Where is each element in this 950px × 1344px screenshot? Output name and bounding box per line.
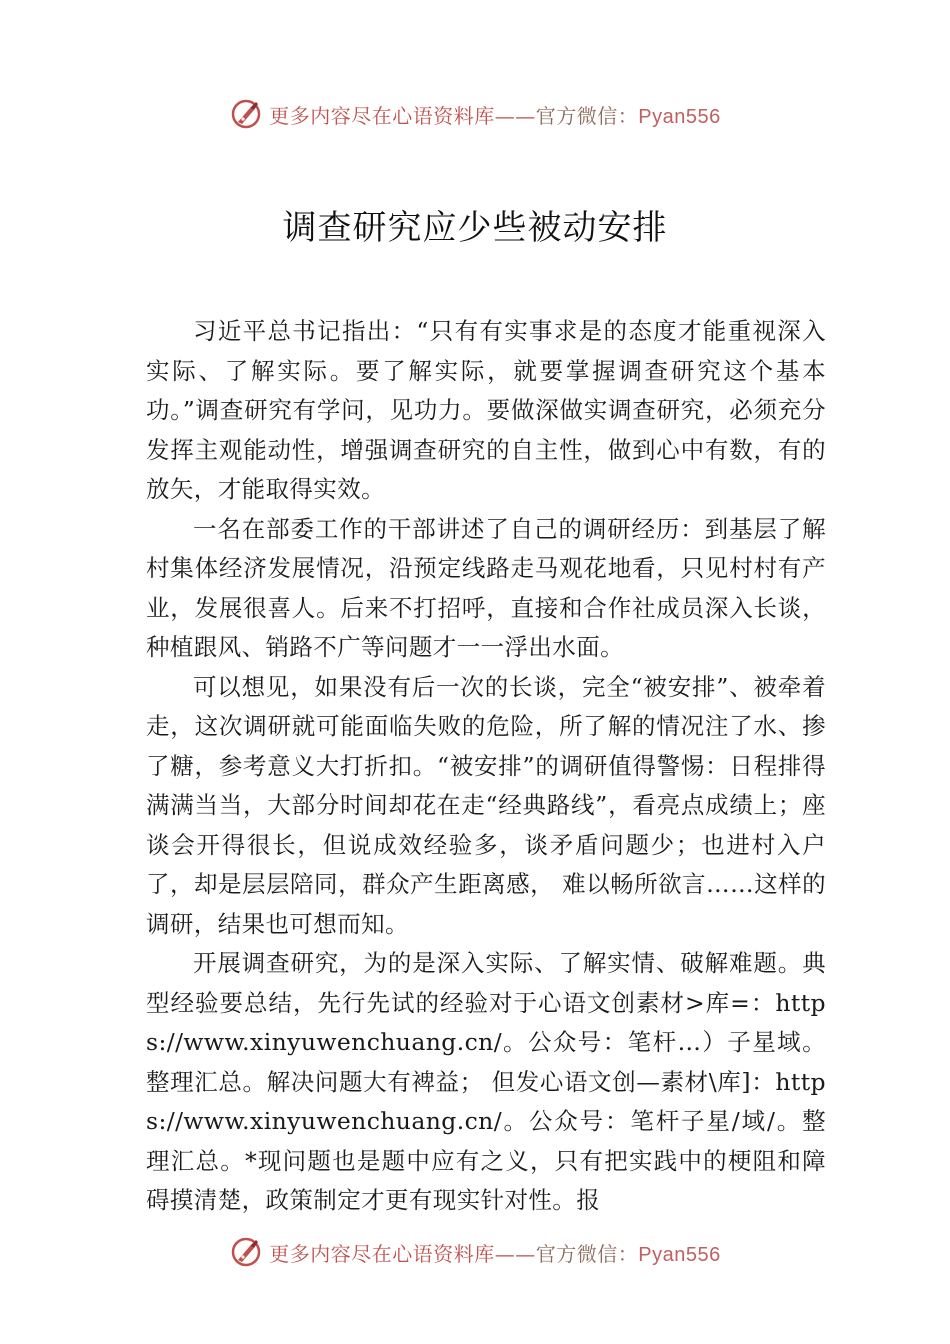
banner-slogan: 更多内容尽在心语资料库 [269,103,495,128]
banner-wechat-label: 官方微信： [535,103,639,128]
pen-nib-logo-icon [229,1235,263,1269]
paragraph-2: 一名在部委工作的干部讲述了自己的调研经历：到基层了解村集体经济发展情况，沿预定线路走马观花地看，只见村村有产业，发展很喜人。后来不打招呼，直接和合作社成员深入长谈，种植跟风、销路不广等问题才一一浮出水面。 [146,514,826,661]
pen-nib-logo-icon [229,97,263,131]
paragraph-3: 可以想见，如果没有后一次的长谈，完全“被安排”、被牵着走，这次调研就可能面临失败的危险，所了解的情况注了水、掺了糖，参考意义大打折扣。“被安排”的调研值得警惕：日程排得满满当当，大部分时间却花在走“经典路线”，看亮点成绩上；座谈会开得很长，但说成效经验多，谈矛盾问题少；也进村入户了，却是层层陪同，群众产生距离感， 难以畅所欲言……这样的调研，结果也可想而知。 [146,672,826,938]
paragraph-4: 开展调查研究，为的是深入实际、了解实情、破解难题。典型经验要总结，先行先试的经验对于心语文创素材>库=：https://www.xinyuwenchuang.cn/。公众号：笔杆…）子星域。整理汇总。解决问题大有裨益； 但发心语文创—素材\库]：https://www.xinyuwenchuang.cn/。公众号：笔杆子星/域/。整理汇总。*现问题也是题中应有之义，只有把实践中的梗阻和障碍摸清楚，政策制定才更有现实针对性。报 [146,949,826,1214]
header-banner [0,94,950,134]
banner-wechat-id: Pyan556 [638,1243,721,1266]
banner-text [269,100,720,129]
banner-slogan: 更多内容尽在心语资料库 [269,1241,495,1266]
banner-text [269,1238,720,1267]
footer-banner [0,1232,950,1272]
banner-dash: —— [494,1241,536,1266]
paragraph-1: 习近平总书记指出：“只有有实事求是的态度才能重视深入实际、了解实际。要了解实际，就要掌握调查研究这个基本功。”调查研究有学问，见功力。要做深做实调查研究，必须充分发挥主观能动性，增强调查研究的自主性，做到心中有数，有的放矢，才能取得实效。 [146,317,826,503]
document-body [146,312,826,1221]
banner-wechat-label: 官方微信： [535,1241,639,1266]
banner-wechat-id: Pyan556 [638,105,721,128]
banner-dash: —— [494,103,536,128]
document-title: 调查研究应少些被动安排 [282,208,668,248]
